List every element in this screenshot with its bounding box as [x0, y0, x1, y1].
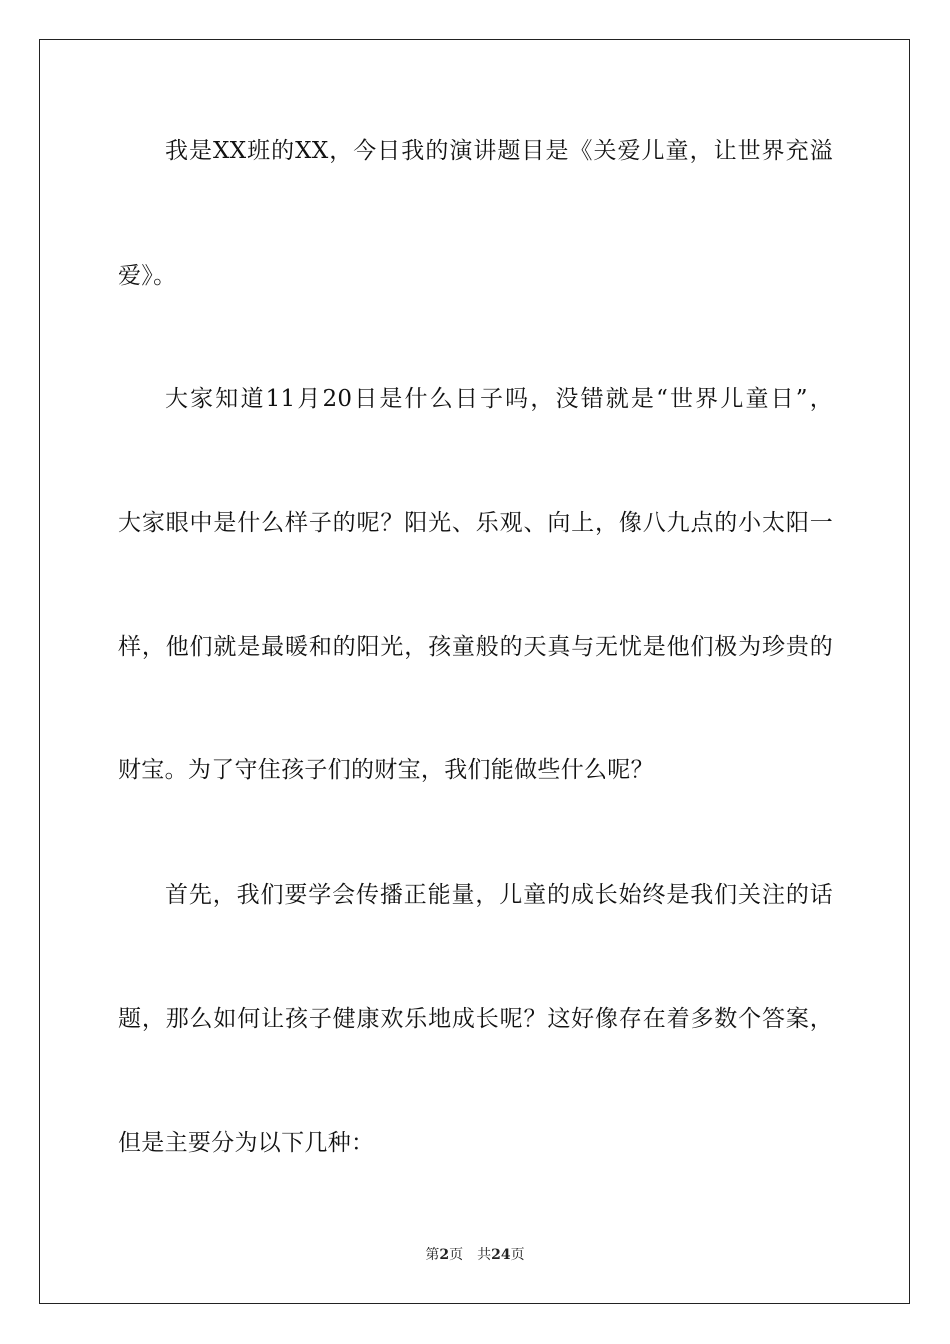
- paragraph-3-line-1: 首先，我们要学会传播正能量，儿童的成长始终是我们关注的话: [165, 882, 833, 908]
- paragraph-1-line-1: 我是XX班的XX，今日我的演讲题目是《关爱儿童，让世界充溢: [165, 138, 833, 164]
- page-footer: [0, 1246, 950, 1264]
- paragraph-1-line-2: 爱》。: [118, 263, 177, 289]
- footer-total-suffix: 页: [510, 1247, 525, 1263]
- paragraph-3-line-2: 题，那么如何让孩子健康欢乐地成长呢？这好像存在着多数个答案，: [118, 1006, 833, 1032]
- footer-total-pages: 24: [491, 1247, 511, 1263]
- paragraph-3-line-3: 但是主要分为以下几种：: [118, 1130, 375, 1156]
- paragraph-2-line-3: 样，他们就是最暖和的阳光，孩童般的天真与无忧是他们极为珍贵的: [118, 634, 833, 660]
- page-border: [39, 39, 910, 1304]
- footer-total-prefix: 共: [477, 1247, 492, 1263]
- paragraph-2-line-2: 大家眼中是什么样子的呢？阳光、乐观、向上，像八九点的小太阳一: [118, 510, 833, 536]
- footer-page-suffix: 页: [449, 1247, 464, 1263]
- paragraph-2-line-1: 大家知道11月20日是什么日子吗，没错就是“世界儿童日”，: [165, 386, 833, 412]
- paragraph-2-line-4: 财宝。为了守住孩子们的财宝，我们能做些什么呢？: [118, 757, 654, 783]
- footer-page-prefix: 第: [425, 1247, 440, 1263]
- footer-page-number: 2: [439, 1247, 450, 1263]
